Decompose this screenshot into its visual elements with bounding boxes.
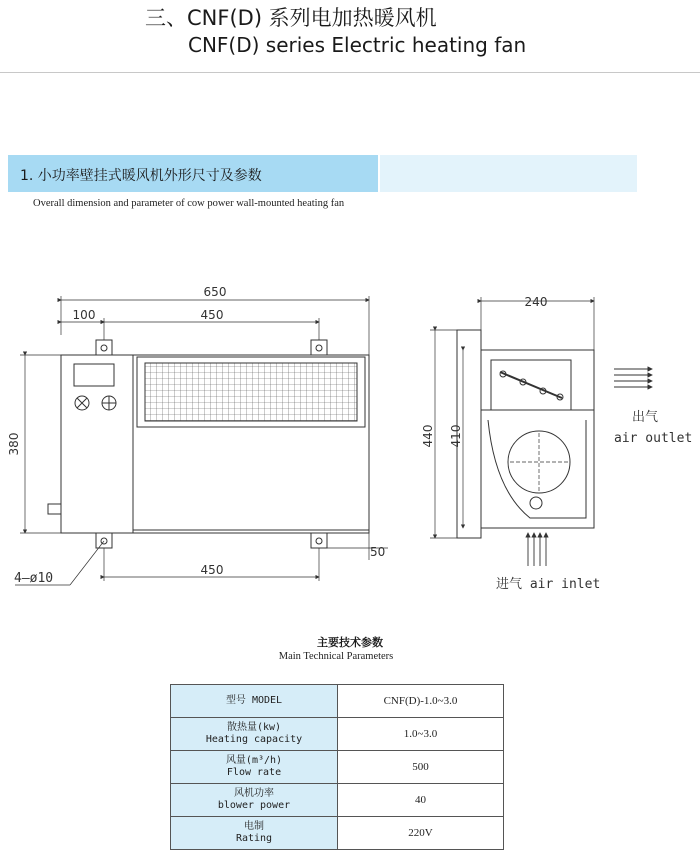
param-label-cn: 风量(m³/h) (225, 755, 283, 766)
param-label-en: blower power (217, 800, 291, 811)
table-row (171, 817, 504, 850)
motor-hub (530, 497, 542, 509)
param-label (171, 685, 338, 718)
outlet-grille (145, 363, 357, 421)
page-title-cn: 三、CNF(D) 系列电加热暖风机 (145, 6, 437, 30)
param-label (171, 751, 338, 784)
cable-gland (48, 504, 61, 514)
mounting-hole (316, 538, 322, 544)
mounting-bracket (96, 533, 112, 548)
param-label-en: Heating capacity (205, 734, 303, 745)
air-outlet-label-en: air outlet (614, 431, 693, 446)
mounting-bracket (96, 340, 112, 355)
param-label-cn: 电制 (244, 821, 264, 832)
table-row (171, 685, 504, 718)
display-window (74, 364, 114, 386)
params-title-en: Main Technical Parameters (278, 651, 394, 662)
param-label (171, 817, 338, 850)
param-label (171, 718, 338, 751)
dim-50: 50 (370, 545, 386, 559)
section-subtitle: Overall dimension and parameter of cow power wall-mounted heating fan (33, 198, 345, 209)
dim-450-top: 450 (200, 308, 224, 322)
mounting-bracket (311, 340, 327, 355)
table-row (171, 784, 504, 817)
param-value: 40 (338, 784, 504, 817)
table-row (171, 718, 504, 751)
dim-410: 410 (449, 424, 463, 448)
dim-440: 440 (421, 424, 435, 448)
param-label-cn: 风机功率 (234, 788, 274, 799)
section-title: 1. 小功率壁挂式暖风机外形尺寸及参数 (20, 168, 262, 184)
param-value: CNF(D)-1.0~3.0 (338, 685, 504, 718)
front-view (15, 296, 388, 585)
side-housing (481, 350, 594, 528)
dim-380: 380 (7, 432, 21, 456)
dim-650: 650 (203, 285, 227, 299)
param-label-en: Rating (235, 833, 273, 844)
air-inlet-label: 进气 air inlet (496, 577, 601, 592)
param-value: 500 (338, 751, 504, 784)
dim-100: 100 (72, 308, 96, 322)
dim-240: 240 (524, 295, 548, 309)
page-title-en: CNF(D) series Electric heating fan (188, 33, 527, 57)
mounting-hole (101, 345, 107, 351)
mounting-bracket (311, 533, 327, 548)
param-value: 220V (338, 817, 504, 850)
param-label-cn: 型号 MODEL (225, 695, 283, 706)
dim-450-bottom: 450 (200, 563, 224, 577)
table-row (171, 751, 504, 784)
hole-spec-label: 4—ø10 (14, 571, 54, 586)
param-label (171, 784, 338, 817)
parameters-table (170, 684, 504, 850)
mounting-hole (316, 345, 322, 351)
param-label-cn: 散热量(kw) (226, 722, 282, 733)
param-label-en: Flow rate (226, 767, 282, 778)
fan-scroll (488, 420, 586, 518)
params-title-cn: 主要技术参数 (317, 636, 383, 649)
param-value: 1.0~3.0 (338, 718, 504, 751)
air-outlet-label-cn: 出气 (632, 410, 659, 425)
